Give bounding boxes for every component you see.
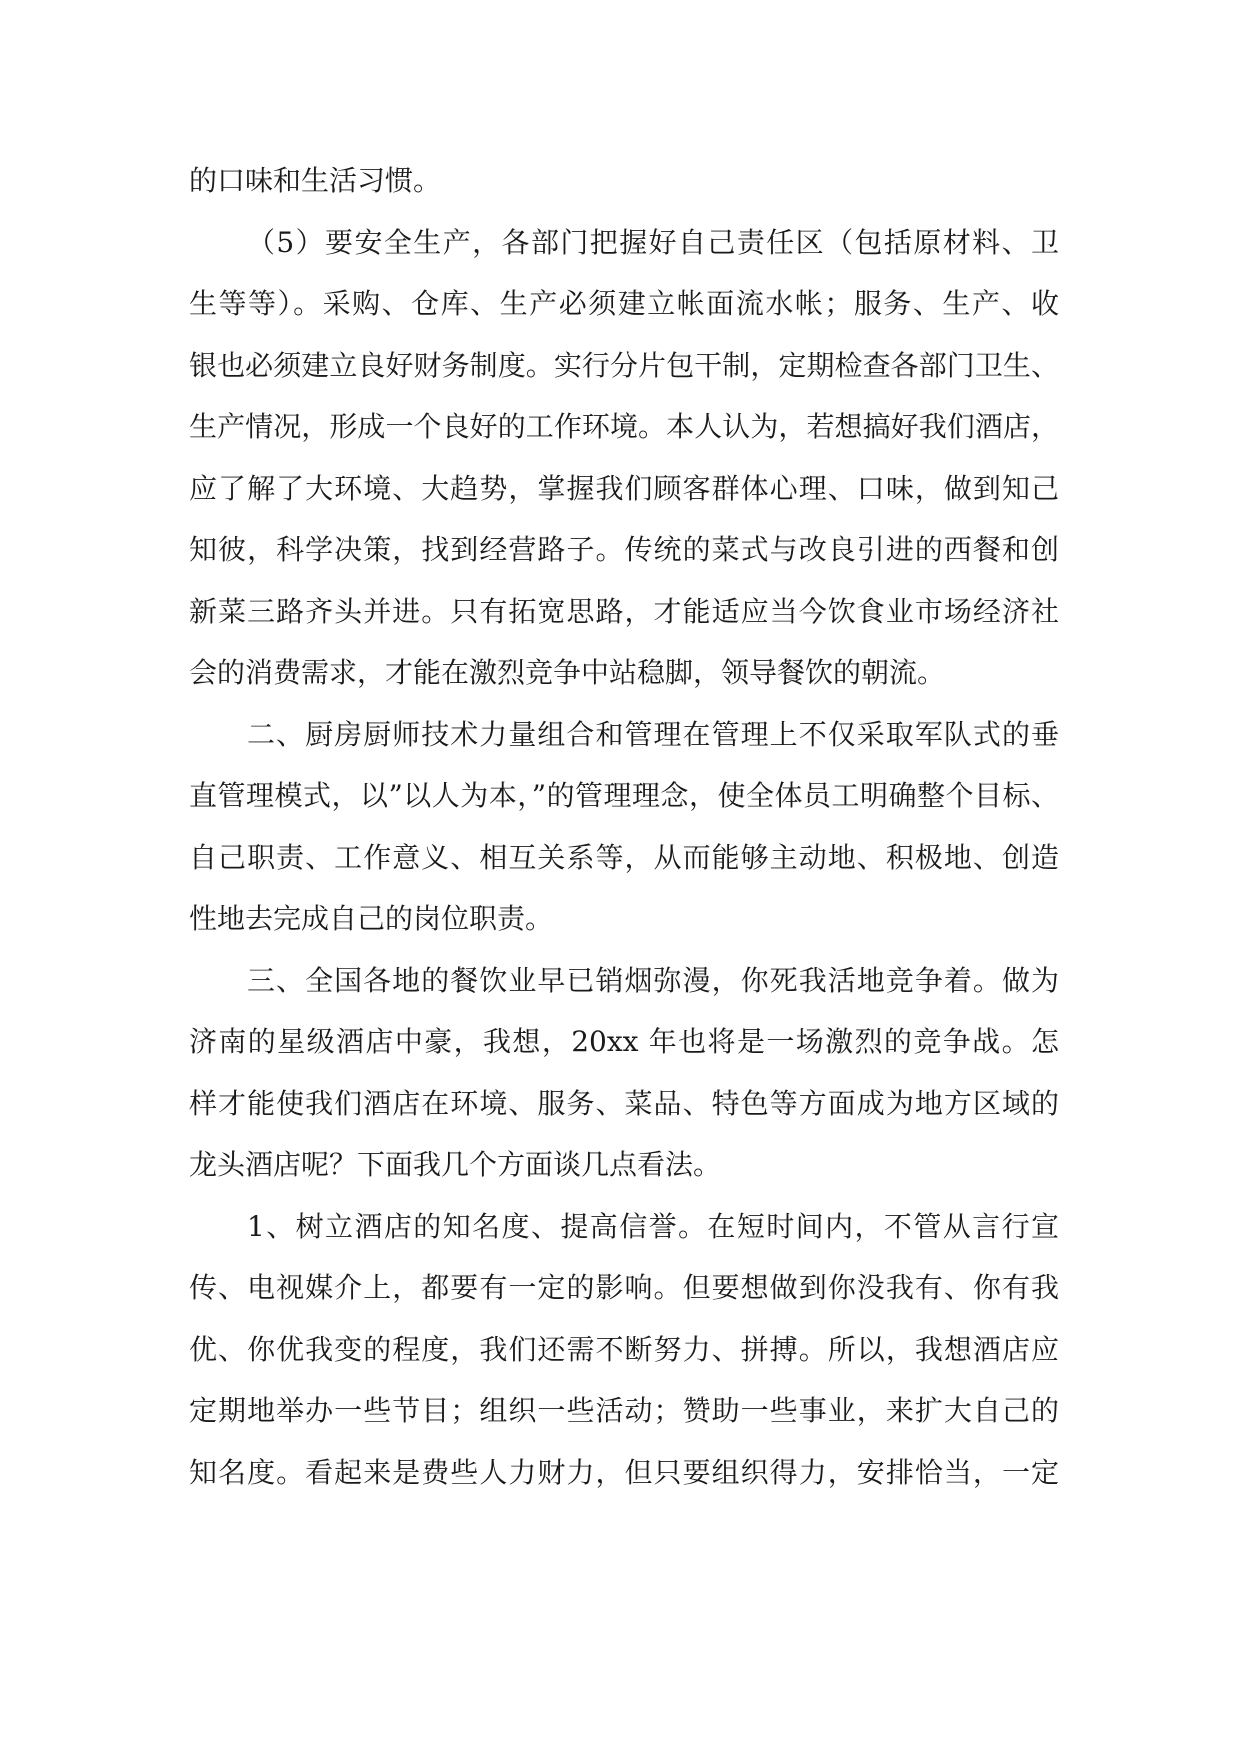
text-line: 济南的星级酒店中豪，我想，20xx 年也将是一场激烈的竞争战。怎: [189, 1025, 1059, 1058]
text-line: 二、厨房厨师技术力量组合和管理在管理上不仅采取军队式的垂: [247, 717, 1059, 751]
text-line: 自己职责、工作意义、相互关系等，从而能够主动地、积极地、创造: [189, 840, 1059, 874]
text-line: 传、电视媒介上，都要有一定的影响。但要想做到你没我有、你有我: [189, 1271, 1059, 1304]
text-line: 生等等）。采购、仓库、生产必须建立帐面流水帐；服务、生产、收: [189, 287, 1059, 320]
text-line: 定期地举办一些节目；组织一些活动；赞助一些事业，来扩大自己的: [189, 1394, 1059, 1427]
text-line: 1、树立酒店的知名度、提高信誉。在短时间内，不管从言行宣: [247, 1209, 1059, 1243]
text-line: 新菜三路齐头并进。只有拓宽思路，才能适应当今饮食业市场经济社: [189, 594, 1059, 628]
text-line: 性地去完成自己的岗位职责。: [189, 902, 554, 935]
text-line: 生产情况，形成一个良好的工作环境。本人认为，若想搞好我们酒店，: [189, 410, 1059, 443]
text-line: 的口味和生活习惯。: [189, 164, 442, 197]
text-line: 三、全国各地的餐饮业早已销烟弥漫，你死我活地竞争着。做为: [247, 963, 1059, 997]
text-line: 银也必须建立良好财务制度。实行分片包干制，定期检查各部门卫生、: [189, 348, 1059, 382]
text-line: 直管理模式，以”以人为本，”的管理理念，使全体员工明确整个目标、: [189, 779, 1059, 812]
text-line: 应了解了大环境、大趋势，掌握我们顾客群体心理、口味，做到知己: [189, 471, 1059, 505]
body-text: [189, 150, 1059, 1503]
text-line: 会的消费需求，才能在激烈竞争中站稳脚，领导餐饮的朝流。: [189, 656, 946, 689]
text-line: 知彼，科学决策，找到经营路子。传统的菜式与改良引进的西餐和创: [189, 533, 1059, 566]
text-line: 优、你优我变的程度，我们还需不断努力、拼搏。所以，我想酒店应: [189, 1332, 1059, 1366]
text-line: 样才能使我们酒店在环境、服务、菜品、特色等方面成为地方区域的: [189, 1086, 1059, 1120]
text-line: （5）要安全生产，各部门把握好自己责任区（包括原材料、卫: [247, 225, 1059, 259]
text-line: 龙头酒店呢？下面我几个方面谈几点看法。: [189, 1148, 722, 1181]
text-line: 知名度。看起来是费些人力财力，但只要组织得力，安排恰当，一定: [189, 1455, 1059, 1489]
